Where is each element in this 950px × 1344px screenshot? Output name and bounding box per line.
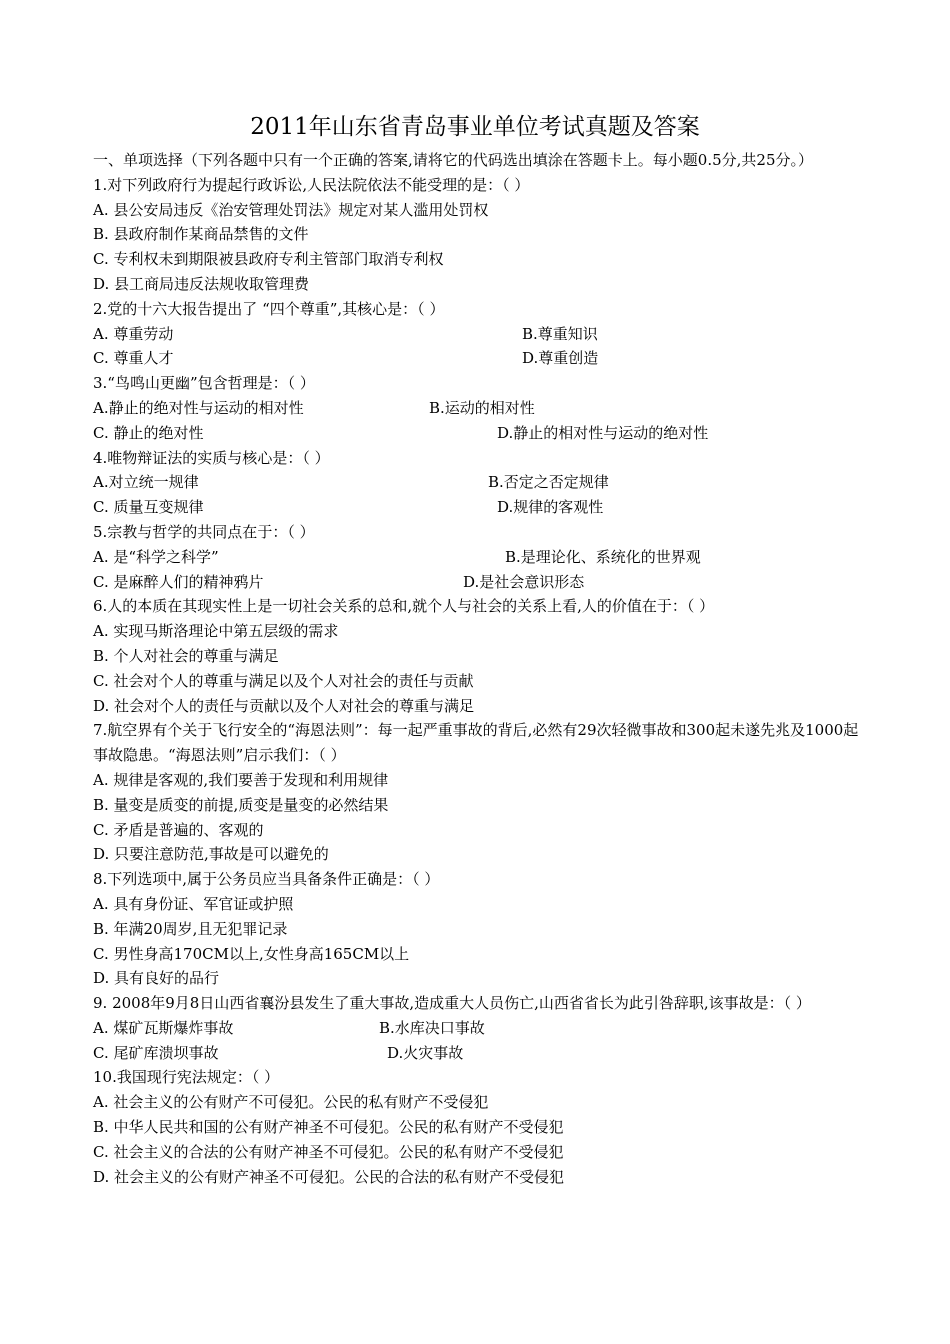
option: D.尊重创造 — [522, 349, 599, 368]
question-stem: 1.对下列政府行为提起行政诉讼,人民法院依法不能受理的是：（ ） — [93, 175, 530, 194]
option-row — [93, 570, 865, 595]
option-row — [93, 470, 865, 495]
option-row — [93, 545, 865, 570]
option: D.是社会意识形态 — [463, 572, 585, 591]
option: C. 尊重人才 — [93, 349, 174, 368]
question-stem: 2.党的十六大报告提出了 “四个尊重”,其核心是：（ ） — [93, 299, 445, 318]
option: C. 静止的绝对性 — [93, 423, 204, 442]
option: A. 实现马斯洛理论中第五层级的需求 — [93, 622, 339, 641]
option: C. 社会对个人的尊重与满足以及个人对社会的责任与贡献 — [93, 671, 474, 690]
option: B.尊重知识 — [522, 324, 598, 343]
option: A.静止的绝对性与运动的相对性 — [93, 398, 304, 417]
option-row — [93, 346, 865, 371]
question-stem: 10.我国现行宪法规定：（ ） — [93, 1068, 280, 1087]
option: C. 专利权未到期限被县政府专利主管部门取消专利权 — [93, 250, 444, 269]
option: A.对立统一规律 — [93, 473, 199, 492]
question-stem: 8.下列选项中,属于公务员应当具备条件正确是：（ ） — [93, 870, 440, 889]
option: C. 是麻醉人们的精神鸦片 — [93, 572, 264, 591]
option-row — [93, 495, 865, 520]
option: B.否定之否定规律 — [488, 473, 609, 492]
option: B.水库决口事故 — [379, 1018, 485, 1037]
option: D. 社会主义的公有财产神圣不可侵犯。公民的合法的私有财产不受侵犯 — [93, 1167, 565, 1186]
question-stem: 7.航空界有个关于飞行安全的“海恩法则”：每一起严重事故的背后,必然有29次轻微事故和300起未遂先兆及1000起事故隐患。“海恩法则”启示我们：（ ） — [93, 721, 859, 765]
option: D. 具有良好的品行 — [93, 969, 220, 988]
option: C. 矛盾是普遍的、客观的 — [93, 820, 264, 839]
option: D. 社会对个人的责任与贡献以及个人对社会的尊重与满足 — [93, 696, 475, 715]
option: C. 社会主义的合法的公有财产神圣不可侵犯。公民的私有财产不受侵犯 — [93, 1142, 564, 1161]
option: A. 煤矿瓦斯爆炸事故 — [93, 1018, 234, 1037]
option: B. 中华人民共和国的公有财产神圣不可侵犯。公民的私有财产不受侵犯 — [93, 1118, 564, 1137]
option: A. 具有身份证、军官证或护照 — [93, 894, 294, 913]
option-row — [93, 322, 865, 347]
question-stem: 5.宗教与哲学的共同点在于：（ ） — [93, 522, 315, 541]
document-body — [93, 148, 865, 1189]
section-heading: 一、单项选择（下列各题中只有一个正确的答案,请将它的代码选出填涂在答题卡上。每小题0.5分,共25分。） — [93, 151, 813, 169]
option: C. 质量互变规律 — [93, 498, 204, 517]
option: C. 男性身高170CM以上,女性身高165CM以上 — [93, 944, 410, 963]
option: A. 社会主义的公有财产不可侵犯。公民的私有财产不受侵犯 — [93, 1093, 489, 1112]
option: D. 县工商局违反法规收取管理费 — [93, 274, 310, 293]
question-stem: 4.唯物辩证法的实质与核心是：（ ） — [93, 448, 330, 467]
option-row — [93, 396, 865, 421]
option: B. 量变是质变的前提,质变是量变的必然结果 — [93, 795, 389, 814]
option: D.规律的客观性 — [497, 498, 604, 517]
option: B. 年满20周岁,且无犯罪记录 — [93, 919, 288, 938]
option: A. 规律是客观的,我们要善于发现和利用规律 — [93, 770, 389, 789]
option: B.是理论化、系统化的世界观 — [505, 547, 701, 566]
option: B. 个人对社会的尊重与满足 — [93, 646, 279, 665]
option: B.运动的相对性 — [429, 398, 535, 417]
option-row — [93, 1016, 865, 1041]
option: A. 县公安局违反《治安管理处罚法》规定对某人滥用处罚权 — [93, 200, 489, 219]
option: B. 县政府制作某商品禁售的文件 — [93, 225, 309, 244]
option: D.火灾事故 — [387, 1043, 464, 1062]
question-stem: 6.人的本质在其现实性上是一切社会关系的总和,就个人与社会的关系上看,人的价值在于：（ ） — [93, 597, 715, 616]
document-title: 2011年山东省青岛事业单位考试真题及答案 — [250, 114, 700, 140]
question-stem: 9. 2008年9月8日山西省襄汾县发生了重大事故,造成重大人员伤亡,山西省省长为此引咎辞职,该事故是：（ ） — [93, 994, 811, 1013]
option: D.静止的相对性与运动的绝对性 — [497, 423, 709, 442]
question-stem: 3.“鸟鸣山更幽”包含哲理是：（ ） — [93, 374, 315, 393]
option: D. 只要注意防范,事故是可以避免的 — [93, 845, 329, 864]
option-row — [93, 1041, 865, 1066]
option: A. 是“科学之科学” — [93, 547, 219, 566]
option: A. 尊重劳动 — [93, 324, 174, 343]
option-row — [93, 421, 865, 446]
option: C. 尾矿库溃坝事故 — [93, 1043, 219, 1062]
